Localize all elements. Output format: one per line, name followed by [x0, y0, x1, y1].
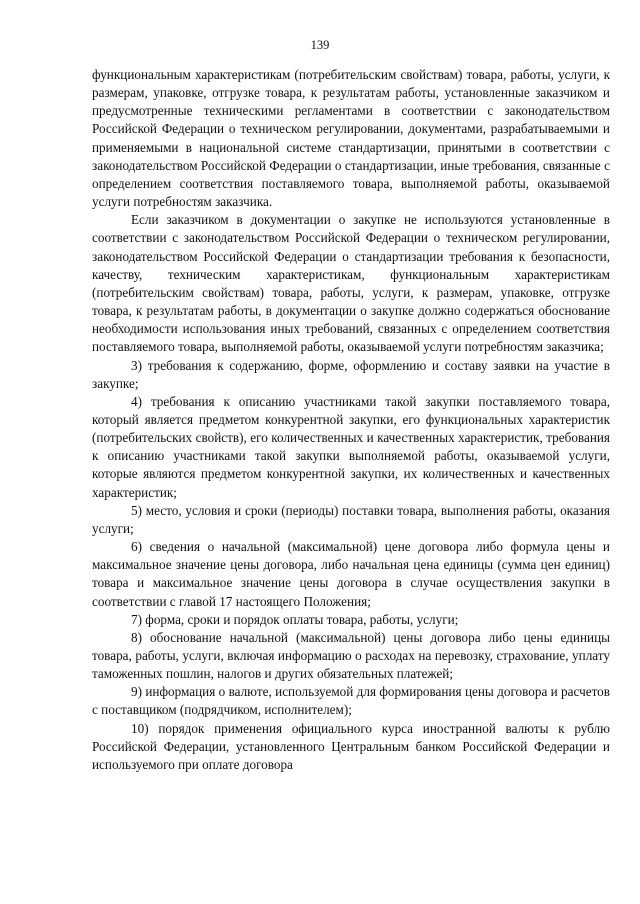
paragraph-item-7: 7) форма, сроки и порядок оплаты товара, работы, услуги;: [131, 611, 459, 627]
paragraph-item-5: 5) место, условия и сроки (периоды) поставки товара, выполнения работы, оказания услуги;: [92, 502, 610, 536]
paragraph-item-8: 8) обоснование начальной (максимальной) цены договора либо цены единицы товара, работы, услуги, включая информацию о расходах на перевозку, страхование, уплату таможенных пошлин, налогов и других обязательных платежей;: [92, 629, 610, 682]
paragraph-item-10: 10) порядок применения официального курса иностранной валюты к рублю Российской Федерации, установленного Центральным банком Российской Федерации и используемого при оплате договора: [92, 720, 610, 772]
paragraph-1: функциональным характеристикам (потребительским свойствам) товара, работы, услуги, к размерам, упаковке, отгрузке товара, к результатам работы, установленные заказчиком и предусмотренные техническими регламентами в соответствии с законодательством Российской Федерации о техническом регулировании, документами, разрабатываемыми и применяемыми в национальной системе стандартизации, принятыми в соответствии с законодательством Российской Федерации о стандартизации, иные требования, связанные с определением соответствия поставляемого товара, выполняемой работы, оказываемой услуги потребностям заказчика.: [92, 67, 610, 210]
paragraph-item-9: 9) информация о валюте, используемой для формирования цены договора и расчетов с поставщиком (подрядчиком, исполнителем);: [92, 684, 610, 718]
paragraph-item-6: 6) сведения о начальной (максимальной) цене договора либо формула цены и максимальное значение цены договора, либо начальная цена единицы (сумма цен единиц) товара и максимальное значение цены договора в случае осуществления закупки в соответствии с главой 17 настоящего Положения;: [92, 539, 610, 609]
paragraph-item-4: 4) требования к описанию участниками такой закупки поставляемого товара, который является предметом конкурентной закупки, его функциональных характеристик (потребительских свойств), его количественных и качественных характеристик, требования к описанию участниками такой закупки выполняемой работы, оказываемой услуги, которые являются предметом конкурентной закупки, их количественных и качественных характеристик;: [92, 393, 610, 500]
page-number: 139: [310, 38, 330, 52]
paragraph-item-3: 3) требования к содержанию, форме, оформлению и составу заявки на участие в закупке;: [92, 357, 610, 391]
paragraph-2: Если заказчиком в документации о закупке не используются установленные в соответствии с законодательством Российской Федерации о техническом регулировании, законодательством Российской Федерации о стандартизации требования к безопасности, качеству, техническим характеристикам, функциональным характеристикам (потребительским свойствам) товара, работы, услуги, к размерам, упаковке, отгрузке товара, к результатам работы, в документации о закупке должно содержаться обоснование необходимости использования иных требований, связанных с определением соответствия поставляемого товара, выполняемой работы, оказываемой услуги потребностям заказчика;: [92, 212, 610, 355]
body-text: [92, 66, 610, 774]
